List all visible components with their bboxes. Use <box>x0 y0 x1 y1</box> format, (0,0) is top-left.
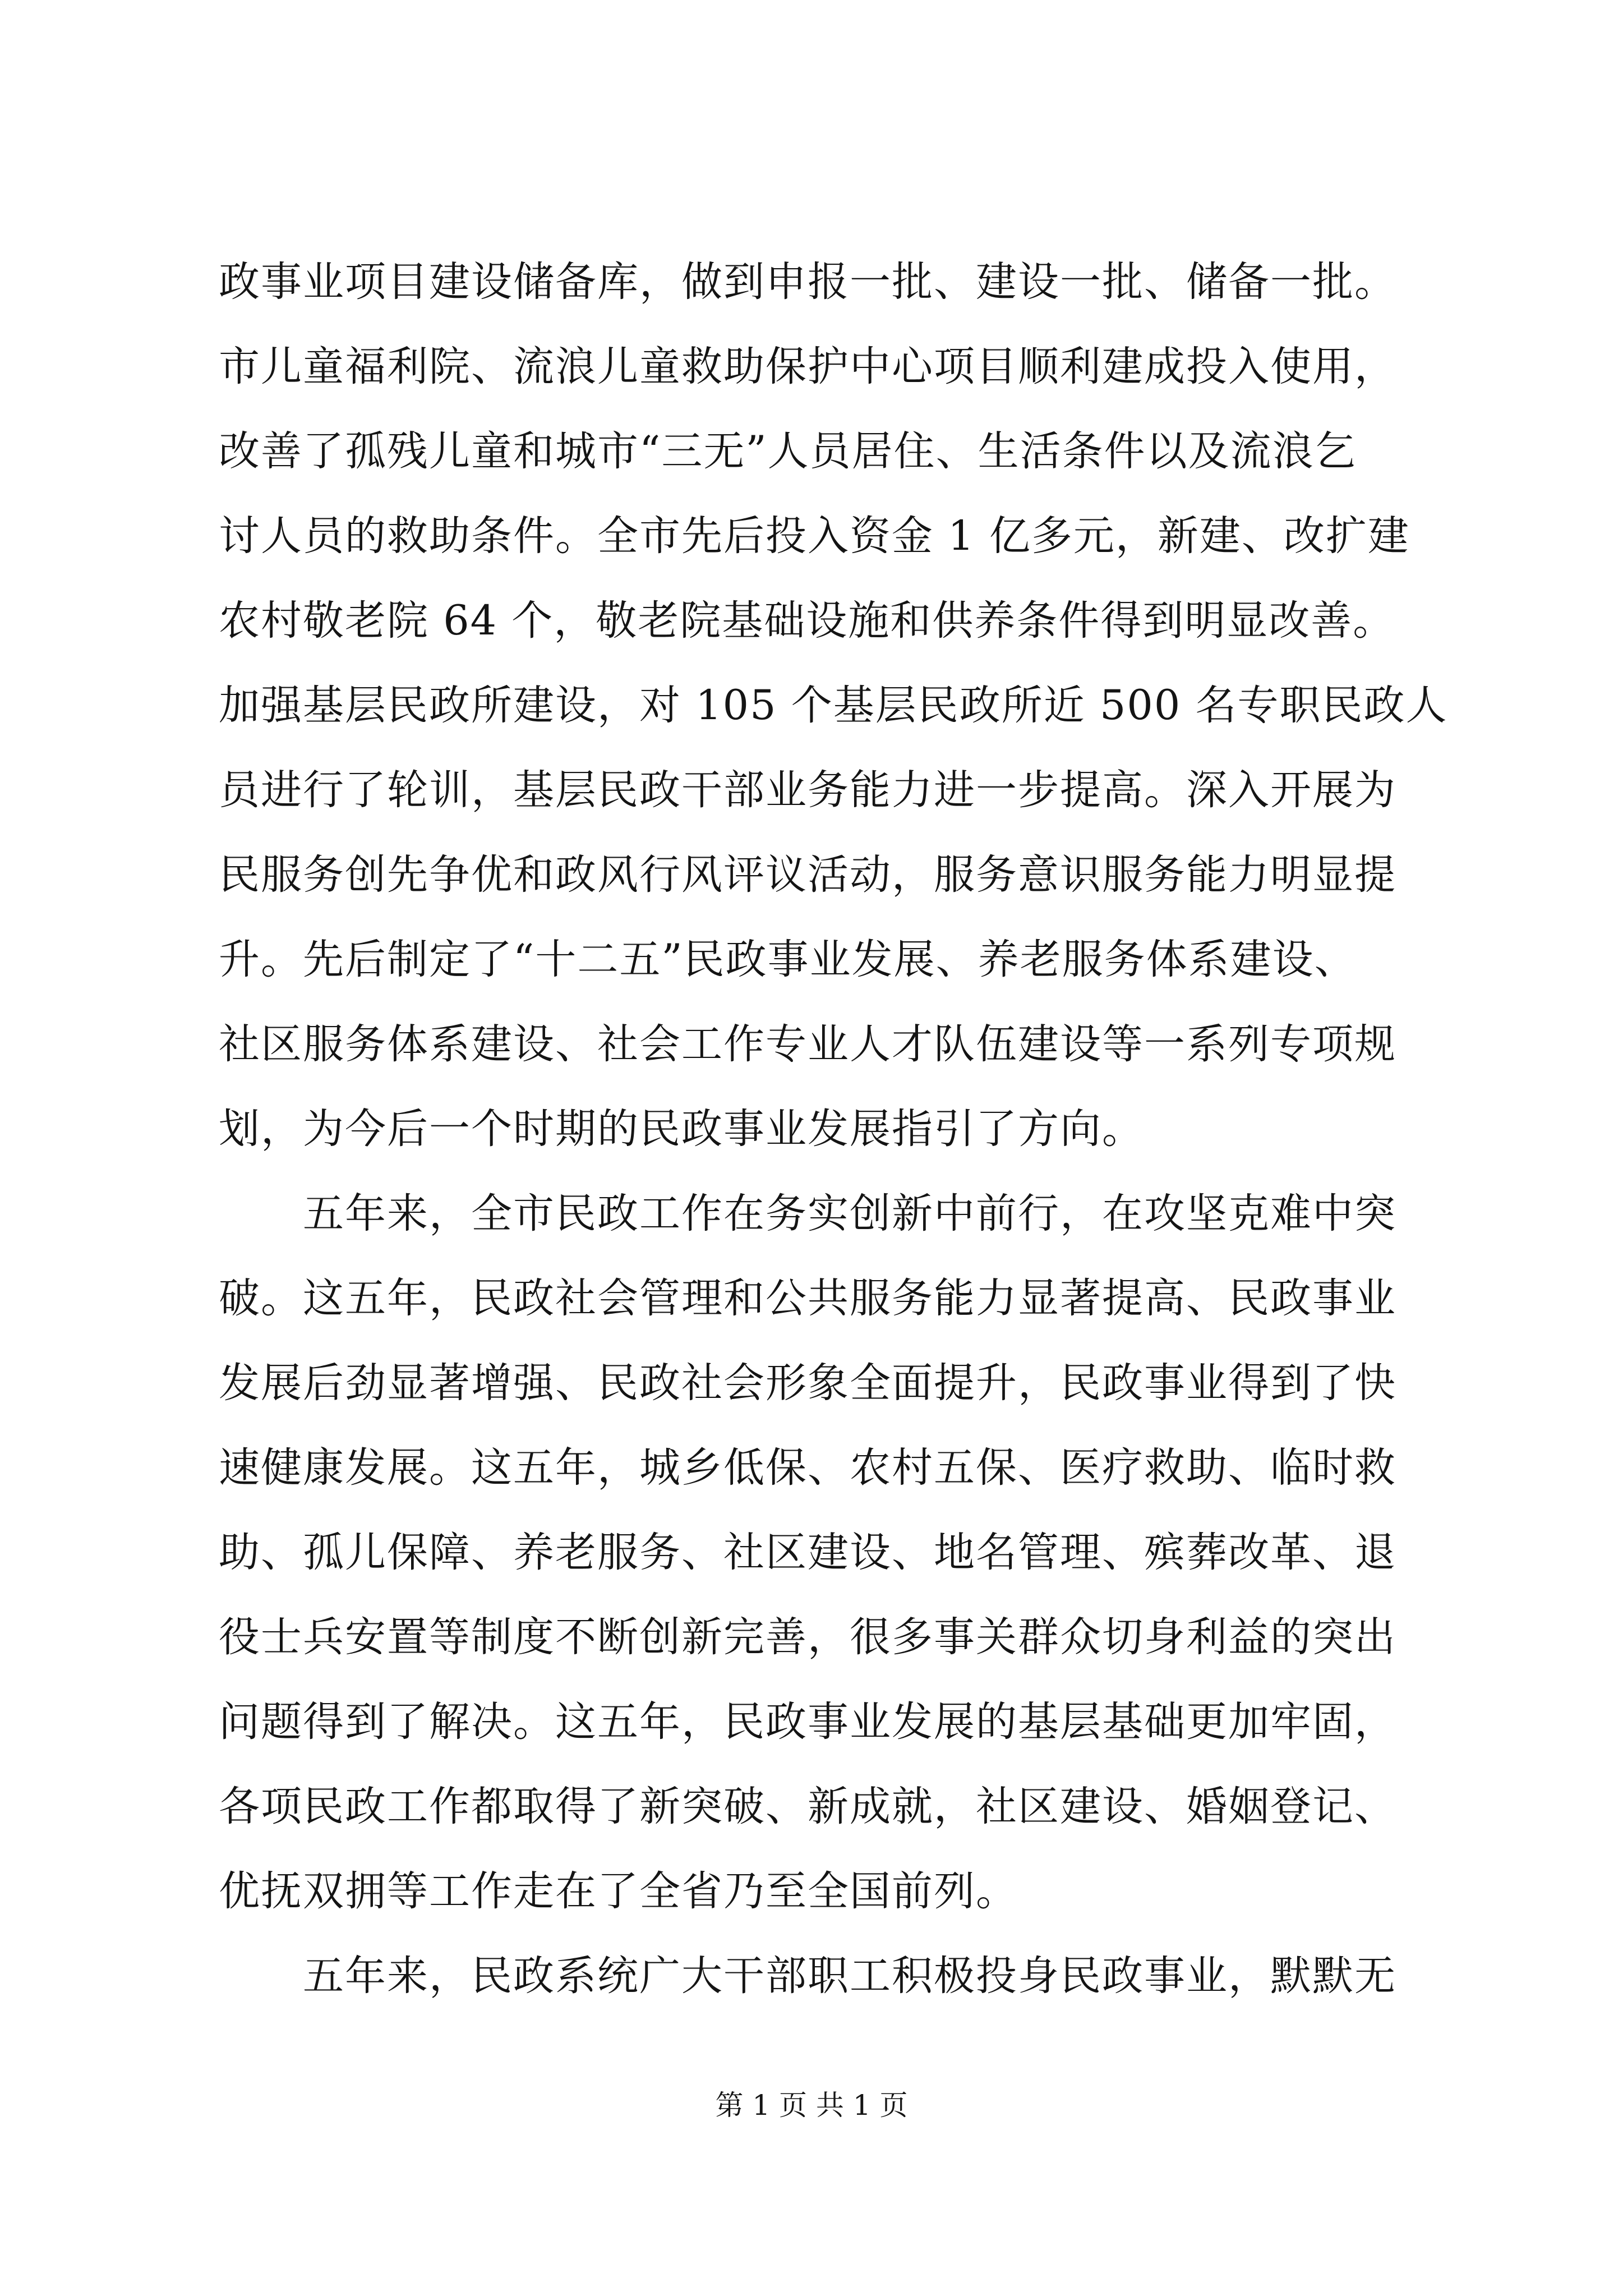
text-line: 优抚双拥等工作走在了全省乃至全国前列。 <box>219 1867 1018 1915</box>
text-line: 政事业项目建设储备库，做到申报一批、建设一批、储备一批。 <box>219 258 1396 306</box>
text-line: 问题得到了解决。这五年，民政事业发展的基层基础更加牢固， <box>219 1698 1396 1746</box>
text-line: 速健康发展。这五年，城乡低保、农村五保、医疗救助、临时救 <box>219 1444 1396 1492</box>
paragraph-first-line: 五年来，全市民政工作在务实创新中前行，在攻坚克难中突 <box>303 1190 1396 1237</box>
text-line: 助、孤儿保障、养老服务、社区建设、地名管理、殡葬改革、退 <box>219 1529 1396 1576</box>
text-line: 改善了孤残儿童和城市“三无”人员居住、生活条件以及流浪乞 <box>219 427 1357 475</box>
text-line: 讨人员的救助条件。全市先后投入资金 1 亿多元，新建、改扩建 <box>219 512 1410 560</box>
page-footer: 第 1 页 共 1 页 <box>715 2089 908 2122</box>
text-line: 社区服务体系建设、社会工作专业人才队伍建设等一系列专项规 <box>219 1020 1396 1068</box>
paragraph-first-line: 五年来，民政系统广大干部职工积极投身民政事业，默默无 <box>303 1952 1396 2000</box>
text-line: 划，为今后一个时期的民政事业发展指引了方向。 <box>219 1105 1144 1153</box>
text-line: 农村敬老院 64 个，敬老院基础设施和供养条件得到明显改善。 <box>219 597 1395 645</box>
text-line: 升。先后制定了“十二五”民政事业发展、养老服务体系建设、 <box>219 936 1357 983</box>
text-line: 员进行了轮训，基层民政干部业务能力进一步提高。深入开展为 <box>219 766 1396 814</box>
text-line: 市儿童福利院、流浪儿童救助保护中心项目顺利建成投入使用， <box>219 343 1396 390</box>
text-line: 民服务创先争优和政风行风评议活动，服务意识服务能力明显提 <box>219 851 1396 899</box>
text-line: 加强基层民政所建设，对 105 个基层民政所近 500 名专职民政人 <box>219 682 1448 729</box>
text-line: 役士兵安置等制度不断创新完善，很多事关群众切身利益的突出 <box>219 1613 1396 1661</box>
text-line: 破。这五年，民政社会管理和公共服务能力显著提高、民政事业 <box>219 1274 1396 1322</box>
text-line: 发展后劲显著增强、民政社会形象全面提升，民政事业得到了快 <box>219 1359 1396 1407</box>
text-line: 各项民政工作都取得了新突破、新成就，社区建设、婚姻登记、 <box>219 1783 1396 1830</box>
